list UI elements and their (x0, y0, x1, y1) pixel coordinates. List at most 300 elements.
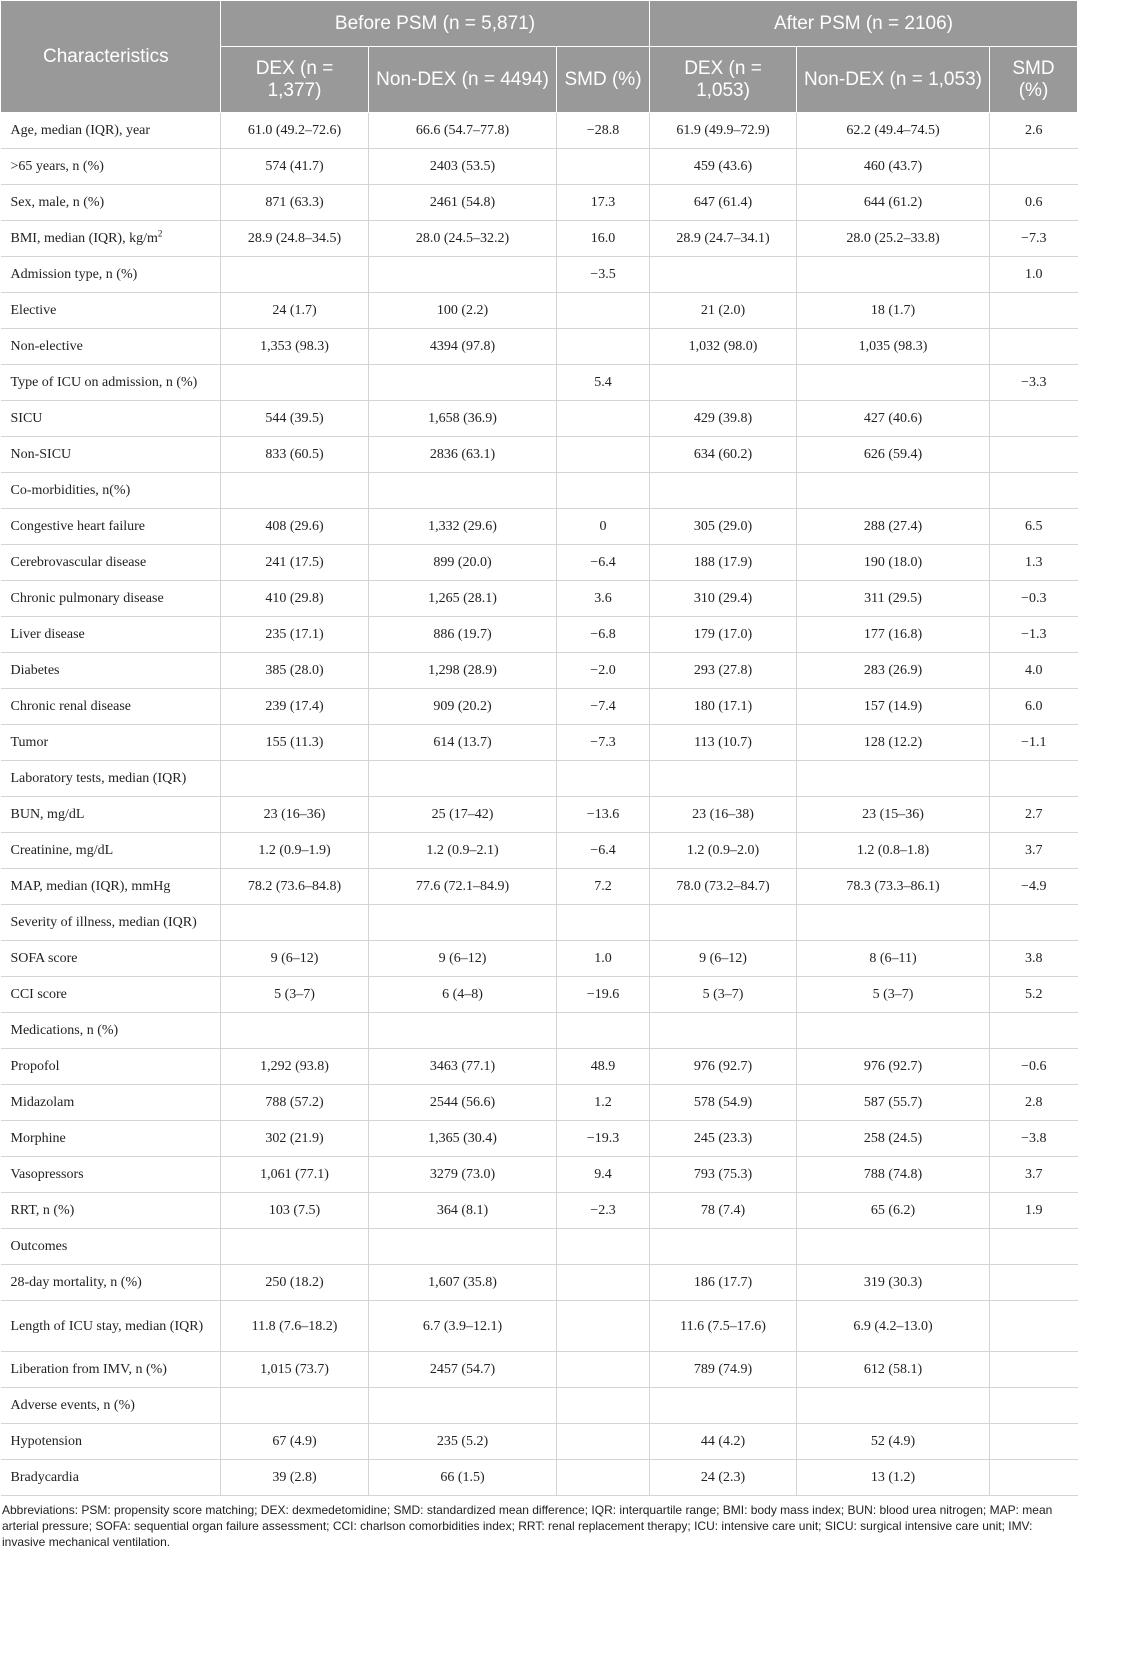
cell-before-smd: −6.8 (557, 617, 650, 653)
header-after-psm: After PSM (n = 2106) (650, 1, 1078, 47)
row-label-text: Diabetes (10, 663, 60, 678)
row-label (1, 1049, 221, 1085)
row-label (1, 509, 221, 545)
row-label-text: Vasopressors (10, 1167, 84, 1182)
cell-before-nondex: 614 (13.7) (369, 725, 557, 761)
cell-after-dex: 459 (43.6) (650, 149, 797, 185)
cell-after-nondex: 976 (92.7) (797, 1049, 990, 1085)
row-label-text: Length of ICU stay, median (IQR) (10, 1318, 204, 1334)
cell-after-nondex: 288 (27.4) (797, 509, 990, 545)
cell-after-smd (990, 1424, 1078, 1460)
row-label (1, 653, 221, 689)
cell-before-smd (557, 437, 650, 473)
row-label-text: Bradycardia (10, 1470, 79, 1485)
cell-before-smd: 5.4 (557, 365, 650, 401)
cell-after-smd: 0.6 (990, 185, 1078, 221)
row-label-text: Congestive heart failure (10, 519, 146, 534)
table-row (1, 1229, 1078, 1265)
header-after-dex: DEX (n = 1,053) (650, 47, 797, 113)
cell-before-nondex: 66 (1.5) (369, 1460, 557, 1496)
cell-after-dex: 44 (4.2) (650, 1424, 797, 1460)
row-label (1, 1085, 221, 1121)
cell-after-nondex (797, 1013, 990, 1049)
cell-before-smd (557, 905, 650, 941)
superscript: 2 (157, 228, 163, 239)
row-label (1, 617, 221, 653)
cell-before-dex: 574 (41.7) (221, 149, 369, 185)
cell-after-smd: 6.0 (990, 689, 1078, 725)
cell-after-dex (650, 1388, 797, 1424)
cell-after-smd: 2.8 (990, 1085, 1078, 1121)
cell-after-dex: 24 (2.3) (650, 1460, 797, 1496)
cell-before-dex: 11.8 (7.6–18.2) (221, 1301, 369, 1352)
cell-before-nondex: 25 (17–42) (369, 797, 557, 833)
table-row (1, 761, 1078, 797)
cell-after-smd: 3.7 (990, 833, 1078, 869)
row-label-text: Non-elective (10, 339, 83, 354)
row-label (1, 1352, 221, 1388)
cell-after-smd: −0.3 (990, 581, 1078, 617)
row-label (1, 293, 221, 329)
header-after-nondex: Non-DEX (n = 1,053) (797, 47, 990, 113)
row-label-text: Liver disease (10, 627, 85, 642)
cell-before-dex (221, 473, 369, 509)
header-after-smd: SMD (%) (990, 47, 1078, 113)
table-row (1, 293, 1078, 329)
table-row (1, 329, 1078, 365)
cell-before-dex: 1.2 (0.9–1.9) (221, 833, 369, 869)
cell-before-nondex: 1,298 (28.9) (369, 653, 557, 689)
cell-after-smd: −4.9 (990, 869, 1078, 905)
row-label-text: Morphine (10, 1131, 66, 1146)
cell-before-smd: −7.3 (557, 725, 650, 761)
cell-before-nondex: 1,607 (35.8) (369, 1265, 557, 1301)
cell-before-smd (557, 293, 650, 329)
row-label-text: SOFA score (10, 951, 78, 966)
cell-before-smd: −19.3 (557, 1121, 650, 1157)
cell-after-dex: 1.2 (0.9–2.0) (650, 833, 797, 869)
cell-after-dex: 28.9 (24.7–34.1) (650, 221, 797, 257)
table-row (1, 653, 1078, 689)
row-label (1, 149, 221, 185)
cell-after-smd: −7.3 (990, 221, 1078, 257)
cell-after-nondex: 52 (4.9) (797, 1424, 990, 1460)
cell-before-nondex: 77.6 (72.1–84.9) (369, 869, 557, 905)
table-row (1, 113, 1078, 149)
header-before-dex: DEX (n = 1,377) (221, 47, 369, 113)
cell-after-dex: 578 (54.9) (650, 1085, 797, 1121)
cell-after-nondex: 5 (3–7) (797, 977, 990, 1013)
cell-before-nondex: 1,332 (29.6) (369, 509, 557, 545)
row-label-text: Sex, male, n (%) (10, 195, 105, 210)
cell-before-dex (221, 905, 369, 941)
cell-after-nondex: 427 (40.6) (797, 401, 990, 437)
row-label-text: Adverse events, n (%) (10, 1398, 135, 1413)
table-row (1, 869, 1078, 905)
cell-after-nondex: 311 (29.5) (797, 581, 990, 617)
cell-before-nondex: 2461 (54.8) (369, 185, 557, 221)
table-row (1, 1388, 1078, 1424)
row-label (1, 869, 221, 905)
cell-before-dex: 241 (17.5) (221, 545, 369, 581)
cell-after-nondex (797, 257, 990, 293)
row-label (1, 1121, 221, 1157)
row-label-text: Laboratory tests, median (IQR) (10, 771, 187, 786)
row-label-text: Propofol (10, 1059, 60, 1074)
cell-before-dex: 1,015 (73.7) (221, 1352, 369, 1388)
row-label-text: Chronic pulmonary disease (10, 591, 164, 606)
table-row (1, 149, 1078, 185)
cell-before-smd (557, 761, 650, 797)
cell-before-dex: 544 (39.5) (221, 401, 369, 437)
table-row (1, 365, 1078, 401)
row-label-text: Outcomes (10, 1239, 68, 1254)
row-label (1, 1265, 221, 1301)
cell-before-nondex: 2544 (56.6) (369, 1085, 557, 1121)
cell-after-dex: 634 (60.2) (650, 437, 797, 473)
table-row (1, 509, 1078, 545)
row-label-text: Cerebrovascular disease (10, 555, 147, 570)
row-label-text: Tumor (10, 735, 49, 750)
cell-after-nondex (797, 1388, 990, 1424)
cell-before-dex: 9 (6–12) (221, 941, 369, 977)
table-row (1, 977, 1078, 1013)
cell-before-nondex (369, 905, 557, 941)
row-label-text: Non-SICU (10, 447, 72, 462)
cell-after-dex: 1,032 (98.0) (650, 329, 797, 365)
cell-before-dex: 250 (18.2) (221, 1265, 369, 1301)
cell-before-nondex (369, 1013, 557, 1049)
cell-before-dex (221, 365, 369, 401)
cell-before-smd: 17.3 (557, 185, 650, 221)
cell-before-nondex: 66.6 (54.7–77.8) (369, 113, 557, 149)
row-label (1, 1460, 221, 1496)
cell-before-dex: 23 (16–36) (221, 797, 369, 833)
row-label-text: 28-day mortality, n (%) (10, 1275, 142, 1290)
cell-after-dex (650, 473, 797, 509)
cell-after-nondex: 8 (6–11) (797, 941, 990, 977)
cell-after-dex: 188 (17.9) (650, 545, 797, 581)
row-label (1, 437, 221, 473)
cell-before-dex (221, 761, 369, 797)
cell-after-nondex: 258 (24.5) (797, 1121, 990, 1157)
cell-after-dex: 9 (6–12) (650, 941, 797, 977)
cell-after-smd: 6.5 (990, 509, 1078, 545)
cell-before-dex: 871 (63.3) (221, 185, 369, 221)
cell-before-nondex: 2457 (54.7) (369, 1352, 557, 1388)
cell-after-smd (990, 1352, 1078, 1388)
cell-before-smd: 7.2 (557, 869, 650, 905)
cell-after-dex (650, 1013, 797, 1049)
cell-before-nondex: 1,658 (36.9) (369, 401, 557, 437)
cell-after-dex (650, 365, 797, 401)
cell-before-dex: 78.2 (73.6–84.8) (221, 869, 369, 905)
cell-before-smd: 1.0 (557, 941, 650, 977)
cell-before-nondex (369, 257, 557, 293)
cell-before-nondex: 364 (8.1) (369, 1193, 557, 1229)
cell-before-nondex: 28.0 (24.5–32.2) (369, 221, 557, 257)
cell-before-nondex: 100 (2.2) (369, 293, 557, 329)
cell-after-smd: −1.1 (990, 725, 1078, 761)
cell-before-nondex: 6.7 (3.9–12.1) (369, 1301, 557, 1352)
cell-after-smd (990, 761, 1078, 797)
cell-after-dex: 23 (16–38) (650, 797, 797, 833)
table-body (1, 113, 1078, 1496)
table-row (1, 617, 1078, 653)
cell-after-nondex: 190 (18.0) (797, 545, 990, 581)
row-label-text: Liberation from IMV, n (%) (10, 1362, 167, 1377)
table-row (1, 1157, 1078, 1193)
cell-after-smd: −0.6 (990, 1049, 1078, 1085)
cell-after-smd: −3.3 (990, 365, 1078, 401)
cell-after-smd: 2.6 (990, 113, 1078, 149)
table-row (1, 833, 1078, 869)
cell-before-nondex: 4394 (97.8) (369, 329, 557, 365)
cell-after-smd: 1.9 (990, 1193, 1078, 1229)
row-label (1, 1229, 221, 1265)
cell-after-dex: 789 (74.9) (650, 1352, 797, 1388)
cell-after-smd (990, 401, 1078, 437)
cell-after-smd (990, 1013, 1078, 1049)
table-row (1, 905, 1078, 941)
row-label-text: Co-morbidities, n(%) (10, 483, 131, 498)
cell-after-nondex: 128 (12.2) (797, 725, 990, 761)
cell-before-nondex (369, 473, 557, 509)
cell-after-dex: 78 (7.4) (650, 1193, 797, 1229)
table-header (1, 1, 1078, 113)
cell-after-smd (990, 905, 1078, 941)
cell-before-nondex: 9 (6–12) (369, 941, 557, 977)
cell-after-smd: 3.7 (990, 1157, 1078, 1193)
cell-after-smd (990, 437, 1078, 473)
cell-after-nondex: 319 (30.3) (797, 1265, 990, 1301)
cell-before-nondex: 2836 (63.1) (369, 437, 557, 473)
cell-after-nondex: 13 (1.2) (797, 1460, 990, 1496)
cell-after-nondex (797, 365, 990, 401)
cell-before-smd: −2.3 (557, 1193, 650, 1229)
cell-after-dex: 245 (23.3) (650, 1121, 797, 1157)
cell-after-nondex: 177 (16.8) (797, 617, 990, 653)
cell-before-nondex: 899 (20.0) (369, 545, 557, 581)
row-label (1, 257, 221, 293)
table-row (1, 1013, 1078, 1049)
cell-before-nondex: 1,265 (28.1) (369, 581, 557, 617)
cell-after-smd: −3.8 (990, 1121, 1078, 1157)
cell-before-smd: 9.4 (557, 1157, 650, 1193)
row-label-text: Severity of illness, median (IQR) (10, 915, 197, 930)
cell-after-nondex: 1.2 (0.8–1.8) (797, 833, 990, 869)
row-label-text: Elective (10, 303, 57, 318)
cell-after-dex: 61.9 (49.9–72.9) (650, 113, 797, 149)
row-label (1, 401, 221, 437)
cell-after-nondex (797, 473, 990, 509)
cell-after-nondex: 788 (74.8) (797, 1157, 990, 1193)
table-row (1, 221, 1078, 257)
cell-before-smd: 3.6 (557, 581, 650, 617)
cell-before-smd: 16.0 (557, 221, 650, 257)
cell-after-smd (990, 1265, 1078, 1301)
cell-after-smd (990, 293, 1078, 329)
table-row (1, 185, 1078, 221)
cell-after-nondex: 1,035 (98.3) (797, 329, 990, 365)
cell-after-nondex: 283 (26.9) (797, 653, 990, 689)
cell-after-smd: 3.8 (990, 941, 1078, 977)
cell-before-dex: 39 (2.8) (221, 1460, 369, 1496)
table-row (1, 1121, 1078, 1157)
cell-before-smd (557, 1229, 650, 1265)
row-label (1, 185, 221, 221)
cell-after-nondex: 65 (6.2) (797, 1193, 990, 1229)
cell-before-smd: −28.8 (557, 113, 650, 149)
cell-before-smd (557, 1013, 650, 1049)
header-characteristics: Characteristics (1, 1, 221, 113)
row-label-text: >65 years, n (%) (10, 159, 104, 174)
cell-before-smd: 0 (557, 509, 650, 545)
cell-before-smd (557, 1460, 650, 1496)
cell-before-nondex: 1.2 (0.9–2.1) (369, 833, 557, 869)
cell-after-dex: 179 (17.0) (650, 617, 797, 653)
cell-after-smd: 1.0 (990, 257, 1078, 293)
cell-after-nondex: 62.2 (49.4–74.5) (797, 113, 990, 149)
cell-after-dex (650, 1229, 797, 1265)
cell-before-dex: 788 (57.2) (221, 1085, 369, 1121)
cell-before-nondex (369, 1388, 557, 1424)
table-row (1, 1193, 1078, 1229)
row-label-text: SICU (10, 411, 43, 426)
cell-after-nondex: 460 (43.7) (797, 149, 990, 185)
cell-before-smd (557, 149, 650, 185)
row-label-text: Age, median (IQR), year (10, 123, 151, 138)
cell-before-smd (557, 1352, 650, 1388)
row-label (1, 1424, 221, 1460)
row-label (1, 905, 221, 941)
row-label (1, 1388, 221, 1424)
cell-after-dex: 180 (17.1) (650, 689, 797, 725)
cell-before-nondex: 2403 (53.5) (369, 149, 557, 185)
cell-before-dex: 61.0 (49.2–72.6) (221, 113, 369, 149)
cell-after-smd (990, 1229, 1078, 1265)
table-row (1, 1460, 1078, 1496)
row-label-text: Chronic renal disease (10, 699, 132, 714)
cell-after-smd (990, 1460, 1078, 1496)
cell-after-dex: 793 (75.3) (650, 1157, 797, 1193)
cell-after-smd: 1.3 (990, 545, 1078, 581)
cell-after-dex: 5 (3–7) (650, 977, 797, 1013)
cell-after-dex (650, 905, 797, 941)
cell-before-smd (557, 401, 650, 437)
cell-after-dex (650, 257, 797, 293)
cell-before-smd (557, 1388, 650, 1424)
row-label (1, 329, 221, 365)
row-label-text: Midazolam (10, 1095, 75, 1110)
row-label-text: Admission type, n (%) (10, 267, 138, 282)
row-label (1, 761, 221, 797)
cell-before-smd: −13.6 (557, 797, 650, 833)
row-label (1, 581, 221, 617)
cell-after-smd (990, 1388, 1078, 1424)
cell-before-dex: 302 (21.9) (221, 1121, 369, 1157)
cell-before-dex (221, 1229, 369, 1265)
cell-after-nondex: 23 (15–36) (797, 797, 990, 833)
cell-after-smd (990, 149, 1078, 185)
cell-after-nondex: 587 (55.7) (797, 1085, 990, 1121)
table-row (1, 941, 1078, 977)
row-label (1, 365, 221, 401)
table-row (1, 1265, 1078, 1301)
cell-before-smd: −19.6 (557, 977, 650, 1013)
row-label (1, 797, 221, 833)
cell-before-smd (557, 1424, 650, 1460)
table-row (1, 401, 1078, 437)
cell-before-dex: 67 (4.9) (221, 1424, 369, 1460)
cell-before-dex: 410 (29.8) (221, 581, 369, 617)
cell-after-nondex: 6.9 (4.2–13.0) (797, 1301, 990, 1352)
table-row (1, 1049, 1078, 1085)
cell-before-smd: 48.9 (557, 1049, 650, 1085)
row-label (1, 545, 221, 581)
cell-before-dex (221, 257, 369, 293)
cell-before-dex (221, 1388, 369, 1424)
cell-before-smd (557, 329, 650, 365)
cell-before-smd: −3.5 (557, 257, 650, 293)
cell-after-nondex: 612 (58.1) (797, 1352, 990, 1388)
cell-after-smd: 2.7 (990, 797, 1078, 833)
cell-before-dex: 155 (11.3) (221, 725, 369, 761)
cell-before-dex: 408 (29.6) (221, 509, 369, 545)
row-label (1, 977, 221, 1013)
table-row (1, 797, 1078, 833)
cell-before-nondex: 235 (5.2) (369, 1424, 557, 1460)
row-label-text: Hypotension (10, 1434, 83, 1449)
row-label-text: Creatinine, mg/dL (10, 843, 114, 858)
table-row (1, 1301, 1078, 1352)
cell-before-nondex: 1,365 (30.4) (369, 1121, 557, 1157)
row-label-text: BMI, median (IQR), kg/m (10, 231, 158, 246)
cell-after-smd (990, 1301, 1078, 1352)
cell-after-nondex: 78.3 (73.3–86.1) (797, 869, 990, 905)
cell-before-dex (221, 1013, 369, 1049)
row-label (1, 1193, 221, 1229)
table-row (1, 437, 1078, 473)
cell-before-dex: 1,061 (77.1) (221, 1157, 369, 1193)
table-row (1, 473, 1078, 509)
row-label (1, 833, 221, 869)
cell-before-dex: 24 (1.7) (221, 293, 369, 329)
cell-after-dex: 21 (2.0) (650, 293, 797, 329)
header-before-nondex: Non-DEX (n = 4494) (369, 47, 557, 113)
row-label (1, 1013, 221, 1049)
cell-after-dex: 976 (92.7) (650, 1049, 797, 1085)
table-row (1, 545, 1078, 581)
cell-after-nondex: 644 (61.2) (797, 185, 990, 221)
cell-before-nondex: 6 (4–8) (369, 977, 557, 1013)
row-label-text: BUN, mg/dL (10, 807, 85, 822)
row-label (1, 473, 221, 509)
cell-before-dex: 103 (7.5) (221, 1193, 369, 1229)
cell-after-dex (650, 761, 797, 797)
cell-before-dex: 239 (17.4) (221, 689, 369, 725)
cell-after-smd: 5.2 (990, 977, 1078, 1013)
table-row (1, 1424, 1078, 1460)
table-row (1, 725, 1078, 761)
cell-before-smd: 1.2 (557, 1085, 650, 1121)
row-label (1, 1157, 221, 1193)
cell-before-nondex (369, 365, 557, 401)
row-label (1, 725, 221, 761)
row-label (1, 113, 221, 149)
cell-after-nondex (797, 1229, 990, 1265)
row-label (1, 221, 221, 257)
